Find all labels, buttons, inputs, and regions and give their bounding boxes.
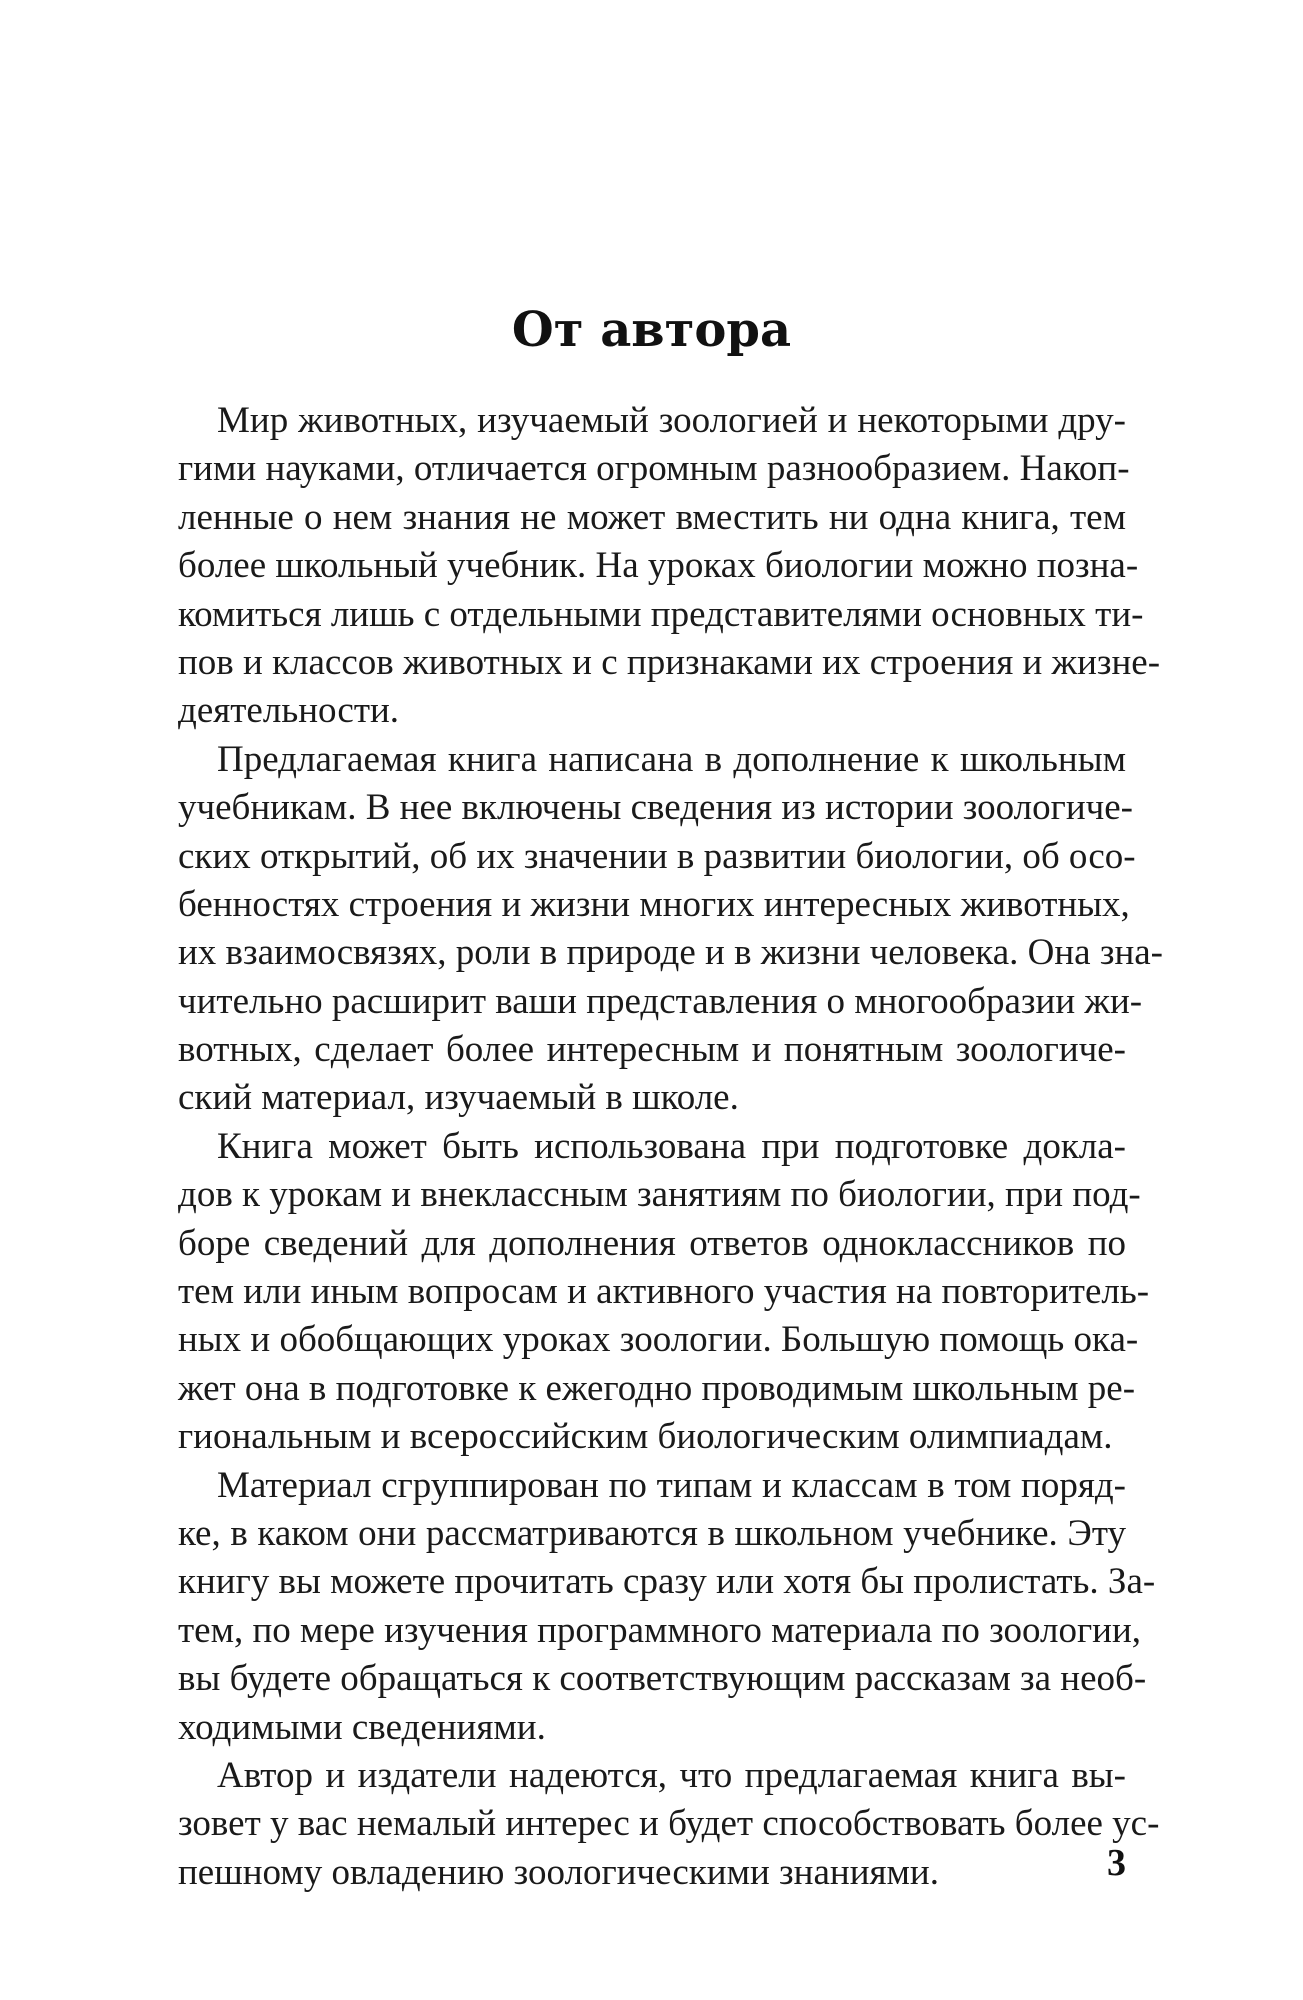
text-line: зовет у вас немалый интерес и будет способствовать более ус-: [178, 1803, 1160, 1845]
text-line: Мир животных, изучаемый зоологией и некоторыми дру-: [217, 400, 1126, 441]
page-title: От автора: [511, 302, 792, 358]
text-line: тем или иным вопросам и активного участия на повторитель-: [178, 1271, 1150, 1313]
text-line: вы будете обращаться к соответствующим рассказам за необ-: [178, 1658, 1147, 1700]
text-line: деятельности.: [178, 690, 400, 732]
text-line: комиться лишь с отдельными представителями основных ти-: [178, 593, 1144, 635]
text-line: ходимыми сведениями.: [178, 1706, 546, 1748]
text-line: тем, по мере изучения программного материала по зоологии,: [178, 1609, 1141, 1651]
text-line: учебникам. В нее включены сведения из истории зоологиче-: [178, 787, 1133, 829]
page-number: 3: [1107, 1842, 1126, 1884]
text-line: дов к урокам и внеклассным занятиям по биологии, при под-: [178, 1174, 1141, 1216]
text-line: ных и обобщающих уроках зоологии. Большую помощь ока-: [178, 1319, 1139, 1361]
text-line: пешному овладению зоологическими знаниями.: [178, 1851, 939, 1893]
text-line: более школьный учебник. На уроках биологии можно позна-: [178, 545, 1139, 587]
paragraph: [178, 1462, 1156, 1752]
text-line: чительно расширит ваши представления о многообразии жи-: [178, 980, 1143, 1022]
text-line: Книга может быть использована при подготовке докла-: [217, 1125, 1126, 1167]
text-line: ленные о нем знания не может вместить ни одна книга, тем: [178, 496, 1126, 538]
paragraph: [178, 736, 1163, 1123]
text-line: Предлагаемая книга написана в дополнение к школьным: [217, 738, 1126, 780]
text-line: боре сведений для дополнения ответов одноклассников по: [178, 1222, 1126, 1264]
text-line: их взаимосвязях, роли в природе и в жизни человека. Она зна-: [178, 932, 1163, 974]
text-line: вотных, сделает более интересным и понятным зоологиче-: [178, 1029, 1126, 1071]
text-line: пов и классов животных и с признаками их строения и жизне-: [178, 641, 1161, 683]
paragraph: [178, 1752, 1160, 1897]
text-line: бенностях строения и жизни многих интересных животных,: [178, 883, 1130, 925]
text-line: гими науками, отличается огромным разнообразием. Накоп-: [178, 448, 1130, 490]
paragraph: [178, 1123, 1150, 1462]
text-line: Автор и издатели надеются, что предлагаемая книга вы-: [217, 1754, 1126, 1796]
paragraph: [178, 397, 1161, 736]
text-line: книгу вы можете прочитать сразу или хотя бы пролистать. За-: [178, 1561, 1156, 1603]
text-line: ских открытий, об их значении в развитии биологии, об осо-: [178, 835, 1136, 877]
text-line: ский материал, изучаемый в школе.: [178, 1077, 739, 1119]
body-text: [178, 397, 1163, 1897]
text-line: ке, в каком они рассматриваются в школьном учебнике. Эту: [178, 1512, 1126, 1554]
text-line: жет она в подготовке к ежегодно проводимым школьным ре-: [178, 1367, 1136, 1409]
text-line: Материал сгруппирован по типам и классам в том поряд-: [217, 1464, 1126, 1506]
text-line: гиональным и всероссийским биологическим олимпиадам.: [178, 1416, 1113, 1458]
